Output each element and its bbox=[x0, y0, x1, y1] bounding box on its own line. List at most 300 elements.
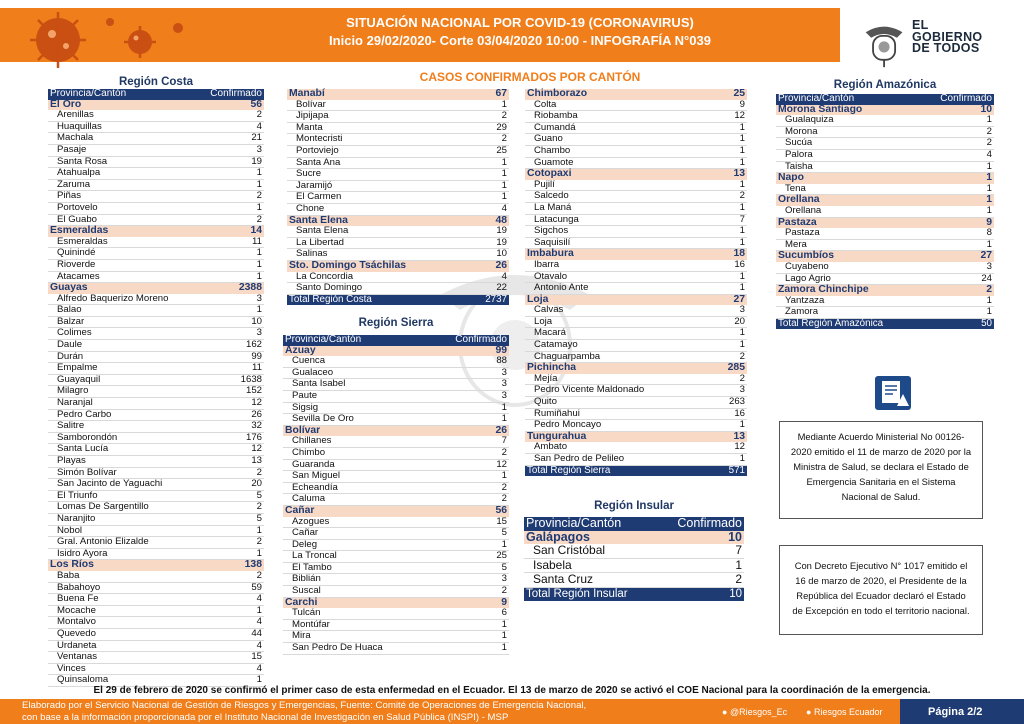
province-row bbox=[524, 531, 744, 545]
canton-name: Azogues bbox=[283, 517, 429, 528]
canton-name: Cuyabeno bbox=[776, 262, 920, 273]
canton-name: Catamayo bbox=[525, 340, 714, 352]
confirmed-count: 1 bbox=[714, 340, 747, 352]
canton-name: Biblián bbox=[283, 574, 429, 586]
confirmed-count: 3 bbox=[429, 574, 509, 586]
canton-name: Palora bbox=[776, 149, 920, 161]
confirmed-count: 1 bbox=[196, 168, 264, 180]
confirmed-count: 12 bbox=[196, 398, 264, 410]
canton-name: Cañar bbox=[283, 528, 429, 540]
canton-name: Pujilí bbox=[525, 180, 714, 191]
canton-row bbox=[287, 169, 509, 181]
province-name: Zamora Chinchipe bbox=[776, 285, 920, 296]
canton-name: El Carmen bbox=[287, 192, 470, 204]
document-icon bbox=[875, 376, 911, 410]
col-header: Confirmado bbox=[429, 335, 509, 346]
insular-table bbox=[524, 517, 744, 601]
canton-row bbox=[283, 608, 509, 619]
confirmed-count: 2 bbox=[714, 351, 747, 363]
footer-source bbox=[22, 700, 712, 724]
confirmed-count: 11 bbox=[196, 237, 264, 248]
confirmed-count: 26 bbox=[470, 260, 509, 271]
canton-row bbox=[48, 502, 264, 514]
confirmed-count: 1 bbox=[196, 271, 264, 283]
confirmed-count: 27 bbox=[714, 294, 747, 305]
canton-name: Salinas bbox=[287, 249, 470, 261]
canton-row bbox=[525, 351, 747, 363]
confirmed-count: 4 bbox=[470, 203, 509, 215]
canton-name: Guaranda bbox=[283, 459, 429, 471]
confirmed-count: 1 bbox=[470, 157, 509, 169]
canton-name: Baba bbox=[48, 571, 196, 582]
confirmed-count: 2 bbox=[196, 110, 264, 121]
facebook-icon: ● bbox=[806, 707, 812, 717]
canton-row bbox=[287, 283, 509, 295]
canton-row bbox=[525, 283, 747, 295]
confirmed-count: 1 bbox=[196, 248, 264, 260]
canton-name: Loja bbox=[525, 316, 714, 328]
canton-name: Mocache bbox=[48, 605, 196, 617]
confirmed-count: 1 bbox=[714, 157, 747, 169]
canton-row bbox=[525, 442, 747, 453]
canton-name: Machala bbox=[48, 133, 196, 145]
confirmed-count: 1 bbox=[196, 179, 264, 191]
col-header: Provincia/Cantón bbox=[524, 517, 657, 531]
canton-row bbox=[525, 134, 747, 146]
canton-name: Santa Isabel bbox=[283, 379, 429, 391]
canton-name: Playas bbox=[48, 456, 196, 468]
canton-name: Mira bbox=[283, 631, 429, 643]
confirmed-count: 1 bbox=[196, 605, 264, 617]
twitter-link[interactable] bbox=[722, 707, 787, 717]
confirmed-count: 12 bbox=[196, 444, 264, 456]
province-name: Cañar bbox=[283, 505, 429, 516]
canton-row bbox=[283, 574, 509, 586]
canton-row bbox=[48, 421, 264, 433]
canton-row bbox=[48, 640, 264, 652]
canton-row bbox=[48, 594, 264, 606]
canton-row bbox=[525, 397, 747, 409]
government-logo-text bbox=[912, 20, 982, 55]
confirmed-count: 1 bbox=[429, 402, 509, 414]
costa-table-continued bbox=[287, 89, 509, 305]
confirmed-count: 88 bbox=[429, 356, 509, 367]
total-label: Total Región Costa bbox=[287, 294, 470, 305]
canton-row bbox=[48, 444, 264, 456]
province-row bbox=[48, 560, 264, 571]
confirmed-count: 3 bbox=[714, 305, 747, 316]
canton-row bbox=[48, 179, 264, 191]
confirmed-count: 14 bbox=[196, 226, 264, 237]
confirmed-count: 16 bbox=[714, 260, 747, 271]
confirmed-count: 162 bbox=[196, 340, 264, 352]
confirmed-count: 1 bbox=[429, 471, 509, 483]
canton-row bbox=[776, 184, 994, 195]
canton-row bbox=[283, 379, 509, 391]
canton-name: Latacunga bbox=[525, 214, 714, 226]
confirmed-count: 1 bbox=[920, 307, 994, 319]
confirmed-count: 4 bbox=[470, 272, 509, 283]
canton-name: Pastaza bbox=[776, 228, 920, 239]
confirmed-count: 1 bbox=[920, 195, 994, 206]
canton-row bbox=[48, 156, 264, 168]
canton-name: Rumiñahui bbox=[525, 408, 714, 420]
canton-row bbox=[287, 192, 509, 204]
confirmed-count: 15 bbox=[196, 652, 264, 664]
confirmed-count: 2 bbox=[196, 191, 264, 203]
canton-row bbox=[48, 363, 264, 375]
confirmed-count: 4 bbox=[196, 121, 264, 133]
province-name: Guayas bbox=[48, 283, 196, 294]
confirmed-count: 2 bbox=[657, 573, 744, 588]
confirmed-count: 59 bbox=[196, 582, 264, 594]
confirmed-count: 12 bbox=[429, 459, 509, 471]
canton-name: Ambato bbox=[525, 442, 714, 453]
canton-name: Chillanes bbox=[283, 436, 429, 447]
canton-name: Pedro Carbo bbox=[48, 409, 196, 421]
canton-row bbox=[48, 374, 264, 386]
confirmed-count: 285 bbox=[714, 363, 747, 374]
confirmed-count: 1 bbox=[470, 180, 509, 192]
confirmed-count: 1 bbox=[714, 271, 747, 283]
confirmed-count: 2 bbox=[429, 482, 509, 494]
confirmed-count: 263 bbox=[714, 397, 747, 409]
canton-name: Huaquillas bbox=[48, 121, 196, 133]
canton-row bbox=[48, 133, 264, 145]
confirmed-count: 27 bbox=[920, 251, 994, 262]
canton-name: Milagro bbox=[48, 386, 196, 398]
canton-row bbox=[283, 619, 509, 631]
canton-name: Piñas bbox=[48, 191, 196, 203]
confirmed-count: 1 bbox=[196, 525, 264, 537]
facebook-name: Riesgos Ecuador bbox=[813, 707, 883, 717]
source-line-1: Elaborado por el Servicio Nacional de Gestión de Riesgos y Emergencias, Fuente: Comité de Operaciones de Emergencia Nacional, bbox=[22, 700, 587, 711]
canton-row bbox=[525, 191, 747, 203]
canton-name: Sevilla De Oro bbox=[283, 414, 429, 426]
province-name: Manabí bbox=[287, 89, 470, 100]
confirmed-count: 1 bbox=[429, 643, 509, 655]
confirmed-count: 13 bbox=[196, 456, 264, 468]
canton-row bbox=[283, 528, 509, 540]
confirmed-count: 1 bbox=[196, 305, 264, 317]
amazonica-title: Región Amazónica bbox=[833, 79, 937, 91]
canton-row bbox=[525, 454, 747, 466]
canton-name: Sucre bbox=[287, 169, 470, 181]
confirmed-count: 1 bbox=[714, 180, 747, 191]
confirmed-count: 1 bbox=[714, 134, 747, 146]
confirmed-count: 1 bbox=[470, 100, 509, 111]
coronavirus-illustration bbox=[10, 2, 280, 74]
confirmed-count: 10 bbox=[920, 105, 994, 116]
canton-row bbox=[48, 652, 264, 664]
canton-name: Samborondón bbox=[48, 432, 196, 444]
col-header: Provincia/Cantón bbox=[776, 94, 920, 105]
canton-row bbox=[525, 100, 747, 111]
canton-row bbox=[48, 456, 264, 468]
province-row bbox=[525, 89, 747, 100]
confirmed-count: 24 bbox=[920, 273, 994, 285]
source-line-2: con base a la información proporcionada por el Instituto Nacional de Investigación en Salud Pública (INSPI) - MSP bbox=[22, 712, 509, 723]
confirmed-count: 10 bbox=[470, 249, 509, 261]
confirmed-count: 176 bbox=[196, 432, 264, 444]
confirmed-count: 7 bbox=[657, 544, 744, 558]
confirmed-count: 2 bbox=[714, 191, 747, 203]
canton-name: Santa Elena bbox=[287, 226, 470, 237]
canton-name: Quevedo bbox=[48, 628, 196, 640]
confirmed-count: 22 bbox=[470, 283, 509, 295]
confirmed-count: 138 bbox=[196, 560, 264, 571]
confirmed-count: 1 bbox=[714, 237, 747, 249]
col-header: Provincia/Cantón bbox=[48, 89, 196, 100]
canton-name: Yantzaza bbox=[776, 296, 920, 307]
canton-name: Urdaneta bbox=[48, 640, 196, 652]
canton-row bbox=[48, 316, 264, 328]
canton-row bbox=[525, 226, 747, 238]
table-header bbox=[283, 335, 509, 346]
canton-row bbox=[524, 558, 744, 573]
canton-row bbox=[525, 260, 747, 271]
canton-name: Santa Lucía bbox=[48, 444, 196, 456]
canton-name: Cuenca bbox=[283, 356, 429, 367]
confirmed-count: 2388 bbox=[196, 283, 264, 294]
confirmed-count: 2 bbox=[714, 374, 747, 385]
confirmed-count: 2 bbox=[429, 447, 509, 459]
costa-table bbox=[48, 89, 264, 687]
confirmed-count: 1 bbox=[196, 259, 264, 271]
province-name: Esmeraldas bbox=[48, 226, 196, 237]
confirmed-count: 1 bbox=[196, 548, 264, 560]
canton-name: Chone bbox=[287, 203, 470, 215]
confirmed-count: 10 bbox=[657, 531, 744, 545]
province-name: Azuay bbox=[283, 346, 429, 357]
canton-row bbox=[776, 296, 994, 307]
confirmed-count: 16 bbox=[714, 408, 747, 420]
canton-row bbox=[48, 617, 264, 629]
canton-row bbox=[283, 539, 509, 551]
canton-name: Chambo bbox=[525, 145, 714, 157]
canton-name: Santa Rosa bbox=[48, 156, 196, 168]
canton-name: Quinindé bbox=[48, 248, 196, 260]
canton-row bbox=[776, 138, 994, 150]
canton-name: San Pedro De Huaca bbox=[283, 643, 429, 655]
canton-name: Santa Cruz bbox=[524, 573, 657, 588]
confirmed-count: 5 bbox=[196, 513, 264, 525]
canton-row bbox=[283, 459, 509, 471]
canton-name: Montecristi bbox=[287, 134, 470, 146]
confirmed-count: 1 bbox=[714, 226, 747, 238]
confirmed-count: 1 bbox=[657, 558, 744, 573]
canton-row bbox=[283, 356, 509, 367]
confirmed-count: 4 bbox=[920, 149, 994, 161]
gov-line-1: EL bbox=[912, 18, 929, 32]
canton-name: San Cristóbal bbox=[524, 544, 657, 558]
canton-row bbox=[48, 582, 264, 594]
confirmed-count: 1 bbox=[920, 184, 994, 195]
canton-name: Arenillas bbox=[48, 110, 196, 121]
canton-row bbox=[48, 259, 264, 271]
province-name: Galápagos bbox=[524, 531, 657, 545]
confirmed-count: 4 bbox=[196, 617, 264, 629]
canton-name: El Guabo bbox=[48, 214, 196, 226]
confirmed-count: 25 bbox=[429, 551, 509, 563]
confirmed-count: 18 bbox=[714, 249, 747, 260]
canton-name: Portoviejo bbox=[287, 145, 470, 157]
canton-name: Salcedo bbox=[525, 191, 714, 203]
confirmed-count: 7 bbox=[429, 436, 509, 447]
confirmed-count: 2 bbox=[196, 537, 264, 549]
confirmed-count: 1 bbox=[429, 414, 509, 426]
canton-name: Salitre bbox=[48, 421, 196, 433]
canton-row bbox=[48, 548, 264, 560]
sierra-table bbox=[283, 335, 509, 655]
total-label: Total Región Amazónica bbox=[776, 318, 920, 329]
canton-row bbox=[283, 447, 509, 459]
canton-row bbox=[287, 122, 509, 134]
confirmed-count: 3 bbox=[196, 294, 264, 305]
confirmed-count: 2 bbox=[470, 134, 509, 146]
canton-row bbox=[525, 340, 747, 352]
confirmed-count: 1 bbox=[470, 169, 509, 181]
canton-row bbox=[525, 180, 747, 191]
canton-name: Esmeraldas bbox=[48, 237, 196, 248]
canton-row bbox=[525, 408, 747, 420]
insular-title: Región Insular bbox=[594, 500, 674, 512]
province-name: Imbabura bbox=[525, 249, 714, 260]
twitter-handle: @Riesgos_Ec bbox=[729, 707, 788, 717]
canton-row bbox=[283, 631, 509, 643]
confirmed-count: 2 bbox=[196, 214, 264, 226]
canton-name: Isidro Ayora bbox=[48, 548, 196, 560]
canton-name: Ibarra bbox=[525, 260, 714, 271]
canton-name: Atahualpa bbox=[48, 168, 196, 180]
canton-name: San Jacinto de Yaguachi bbox=[48, 479, 196, 491]
canton-row bbox=[48, 328, 264, 340]
canton-row bbox=[283, 494, 509, 506]
canton-row bbox=[283, 414, 509, 426]
total-label: Total Región Insular bbox=[524, 587, 657, 601]
province-row bbox=[776, 173, 994, 184]
canton-row bbox=[48, 398, 264, 410]
title-line-1: SITUACIÓN NACIONAL POR COVID-19 (CORONAVIRUS) bbox=[346, 15, 694, 30]
confirmed-count: 44 bbox=[196, 628, 264, 640]
canton-row bbox=[48, 467, 264, 479]
province-name: Pichincha bbox=[525, 363, 714, 374]
canton-name: Colimes bbox=[48, 328, 196, 340]
canton-name: Otavalo bbox=[525, 271, 714, 283]
canton-row bbox=[48, 490, 264, 502]
canton-row bbox=[287, 226, 509, 237]
province-name: Santa Elena bbox=[287, 215, 470, 226]
confirmed-count: 21 bbox=[196, 133, 264, 145]
canton-name: Chimbo bbox=[283, 447, 429, 459]
confirmed-count: 4 bbox=[196, 594, 264, 606]
confirmed-count: 25 bbox=[470, 145, 509, 157]
confirmed-count: 3 bbox=[429, 379, 509, 391]
canton-name: Tena bbox=[776, 184, 920, 195]
canton-row bbox=[287, 157, 509, 169]
confirmed-count: 1 bbox=[196, 202, 264, 214]
ecuador-coat-of-arms-icon bbox=[862, 22, 908, 70]
canton-name: El Triunfo bbox=[48, 490, 196, 502]
confirmed-count: 56 bbox=[196, 100, 264, 111]
canton-row bbox=[48, 628, 264, 640]
canton-row bbox=[48, 386, 264, 398]
canton-name: Zaruma bbox=[48, 179, 196, 191]
canton-row bbox=[525, 305, 747, 316]
confirmed-count: 2 bbox=[470, 111, 509, 123]
canton-row bbox=[525, 202, 747, 214]
confirmed-count: 32 bbox=[196, 421, 264, 433]
canton-name: Chaguarpamba bbox=[525, 351, 714, 363]
table-header bbox=[48, 89, 264, 100]
confirmed-count: 1 bbox=[920, 161, 994, 173]
total-label: Total Región Sierra bbox=[525, 465, 714, 476]
confirmed-count: 13 bbox=[714, 169, 747, 180]
facebook-link[interactable] bbox=[806, 707, 883, 717]
canton-row bbox=[524, 573, 744, 588]
canton-row bbox=[48, 214, 264, 226]
canton-row bbox=[283, 517, 509, 528]
canton-name: Sigchos bbox=[525, 226, 714, 238]
canton-row bbox=[525, 328, 747, 340]
confirmed-count: 2 bbox=[920, 126, 994, 138]
canton-name: Guamote bbox=[525, 157, 714, 169]
canton-row bbox=[48, 605, 264, 617]
canton-row bbox=[776, 206, 994, 217]
province-row bbox=[525, 363, 747, 374]
confirmed-count: 1 bbox=[714, 145, 747, 157]
canton-row bbox=[776, 307, 994, 319]
footer-statement: El 29 de febrero de 2020 se confirmó el primer caso de esta enfermedad en el Ecuador. El 13 de marzo de 2020 se activó el COE Nacional para la coordinación de la emergencia. bbox=[93, 685, 931, 696]
province-name: Carchi bbox=[283, 597, 429, 608]
confirmed-count: 99 bbox=[196, 351, 264, 363]
col-header: Confirmado bbox=[196, 89, 264, 100]
canton-row bbox=[48, 340, 264, 352]
confirmed-count: 2 bbox=[196, 502, 264, 514]
canton-name: Gualaquiza bbox=[776, 115, 920, 126]
canton-row bbox=[283, 551, 509, 563]
canton-name: Suscal bbox=[283, 586, 429, 598]
canton-name: Nobol bbox=[48, 525, 196, 537]
canton-row bbox=[287, 145, 509, 157]
canton-row bbox=[48, 537, 264, 549]
province-name: Cotopaxi bbox=[525, 169, 714, 180]
canton-row bbox=[287, 111, 509, 123]
canton-name: Empalme bbox=[48, 363, 196, 375]
canton-name: Zamora bbox=[776, 307, 920, 319]
confirmed-count: 3 bbox=[714, 385, 747, 397]
canton-name: Lago Agrio bbox=[776, 273, 920, 285]
canton-name: Balzar bbox=[48, 316, 196, 328]
confirmed-count: 6 bbox=[429, 608, 509, 619]
note-emergency: Mediante Acuerdo Ministerial No 00126-2020 emitido el 11 de marzo de 2020 por la Ministra de Salud, se declara el Estado de Emergencia Sanitaria en el Sistema Nacional de Salud. bbox=[779, 421, 983, 519]
confirmed-count: 1 bbox=[429, 619, 509, 631]
gov-line-3: DE TODOS bbox=[912, 41, 980, 55]
confirmed-count: 1 bbox=[714, 328, 747, 340]
canton-row bbox=[776, 262, 994, 273]
canton-name: Sucúa bbox=[776, 138, 920, 150]
confirmed-count: 1 bbox=[920, 173, 994, 184]
canton-name: El Tambo bbox=[283, 562, 429, 574]
canton-name: Saquisilí bbox=[525, 237, 714, 249]
canton-name: San Pedro de Pelileo bbox=[525, 454, 714, 466]
total-value: 10 bbox=[657, 587, 744, 601]
province-name: Orellana bbox=[776, 195, 920, 206]
confirmed-count: 13 bbox=[714, 431, 747, 442]
canton-row bbox=[525, 111, 747, 123]
note-exception: Con Decreto Ejecutivo N° 1017 emitido el 16 de marzo de 2020, el Presidente de la República del Ecuador declaró el Estado de Excepción en todo el territorio nacional. bbox=[779, 545, 983, 635]
canton-name: Pasaje bbox=[48, 144, 196, 156]
